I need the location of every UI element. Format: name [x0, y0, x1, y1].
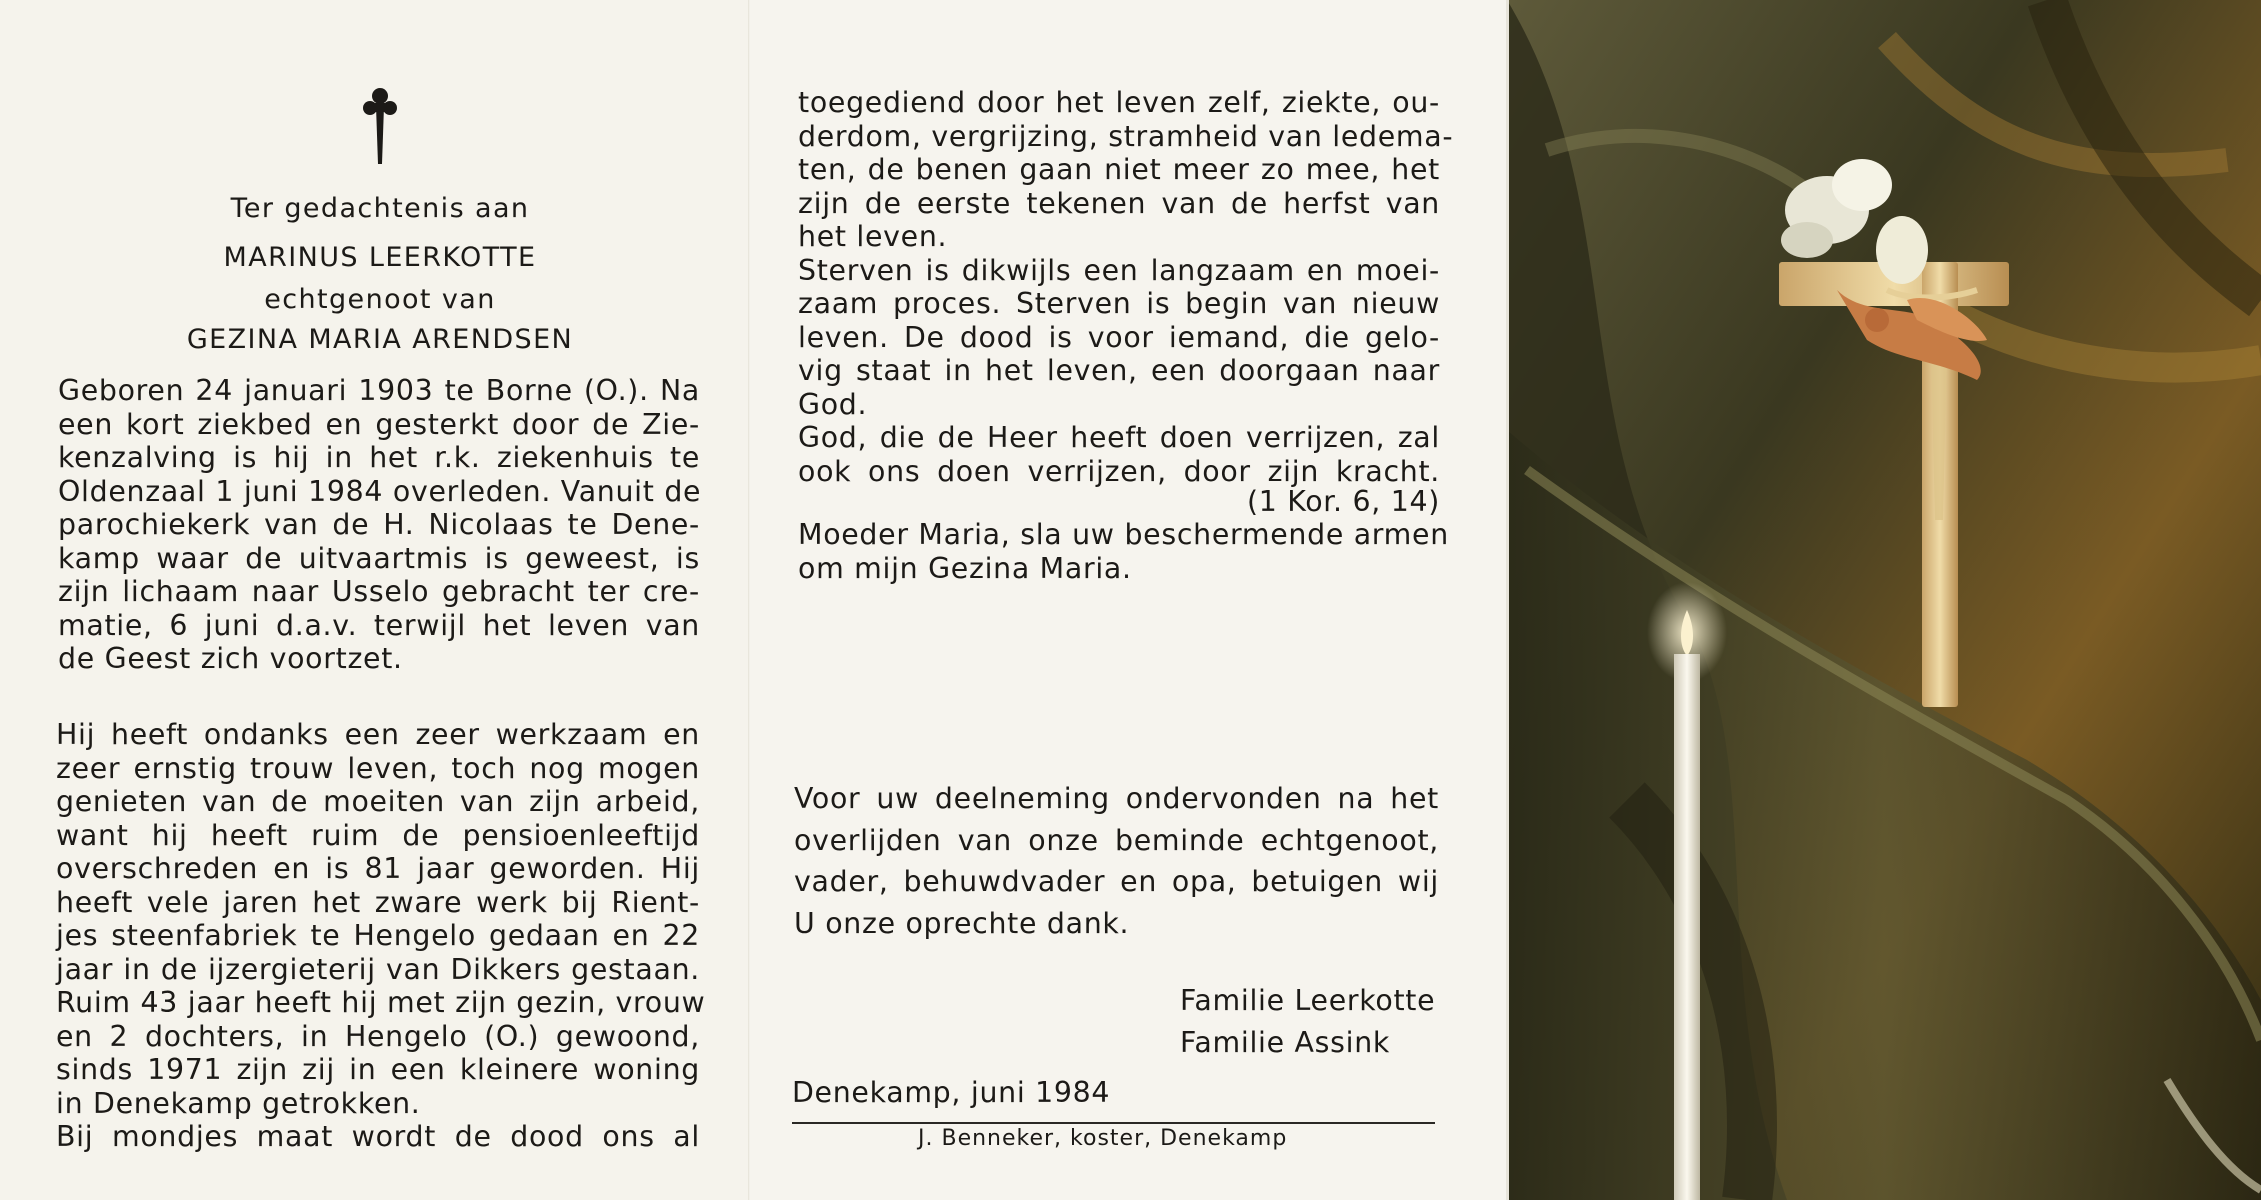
- text-line: Sterven is dikwijls een langzaam en moei-: [798, 253, 1440, 287]
- text-line: Ruim 43 jaar heeft hij met zijn gezin, vrouw: [56, 986, 706, 1019]
- cross-icon: [360, 86, 400, 166]
- text-line: zaam proces. Sterven is begin van nieuw: [798, 287, 1440, 320]
- text-line: vig staat in het leven, een doorgaan naar: [798, 354, 1440, 387]
- cross-candle-photo: [1507, 0, 2261, 1200]
- text-line: de Geest zich voortzet.: [58, 642, 403, 675]
- text-line: derdom, vergrijzing, stramheid van ledema-: [798, 119, 1454, 153]
- spouse-name: GEZINA MARIA ARENDSEN: [186, 324, 574, 355]
- text-line: heeft vele jaren het zware werk bij Rient-: [56, 885, 700, 919]
- family-leerkotte: Familie Leerkotte: [1180, 984, 1436, 1017]
- text-line: jaar in de ijzergieterij van Dikkers gestaan.: [56, 952, 700, 986]
- text-line: sinds 1971 zijn zij in een kleinere woning: [56, 1053, 700, 1086]
- text-line: vader, behuwdvader en opa, betuigen wij: [794, 865, 1439, 899]
- text-line: Voor uw deelneming ondervonden na het: [794, 782, 1439, 815]
- text-line: jes steenfabriek te Hengelo gedaan en 22: [56, 919, 700, 952]
- text-line: Geboren 24 januari 1903 te Borne (O.). Na: [58, 374, 700, 407]
- text-line: om mijn Gezina Maria.: [798, 551, 1132, 585]
- middle-page: [750, 0, 1507, 1200]
- text-line: leven. De dood is voor iemand, die gelo-: [798, 320, 1440, 354]
- text-line: Moeder Maria, sla uw beschermende armen: [798, 518, 1449, 551]
- text-line: Oldenzaal 1 juni 1984 overleden. Vanuit de: [58, 474, 702, 508]
- text-line: parochiekerk van de H. Nicolaas te Dene-: [58, 508, 700, 541]
- photo-panel: [1507, 0, 2261, 1200]
- prayer-paragraph: [798, 518, 1449, 585]
- text-line: Hij heeft ondanks een zeer werkzaam en: [56, 718, 700, 751]
- text-line: overschreden en is 81 jaar geworden. Hij: [56, 852, 700, 885]
- text-line: God, die de Heer heeft doen verrijzen, zal: [798, 421, 1440, 454]
- divider-line: [792, 1122, 1435, 1124]
- family-assink: Familie Assink: [1180, 1026, 1391, 1059]
- text-line: kamp waar de uitvaartmis is geweest, is: [58, 541, 700, 575]
- thanks-paragraph: [794, 778, 1439, 945]
- text-line: Bij mondjes maat wordt de dood ons al: [56, 1120, 700, 1153]
- text-line: zeer ernstig trouw leven, toch nog mogen: [56, 751, 700, 785]
- life-paragraph: [56, 718, 706, 1154]
- text-line: want hij heeft ruim de pensioenleeftijd: [56, 818, 700, 852]
- text-line: overlijden van onze beminde echtgenoot,: [794, 823, 1439, 857]
- text-line: kenzalving is hij in het r.k. ziekenhuis te: [58, 441, 700, 474]
- text-line: genieten van de moeiten van zijn arbeid,: [56, 785, 700, 818]
- text-line: zijn de eerste tekenen van de herfst van: [798, 186, 1440, 220]
- biography-paragraph: [58, 374, 700, 676]
- text-line: zijn lichaam naar Usselo gebracht ter cre-: [58, 575, 700, 608]
- text-line: U onze oprechte dank.: [794, 907, 1130, 941]
- text-line: matie, 6 juni d.a.v. terwijl het leven van: [58, 608, 700, 642]
- text-line: God.: [798, 387, 868, 421]
- text-line: ten, de benen gaan niet meer zo mee, het: [798, 153, 1440, 186]
- printer-credit: J. Benneker, koster, Denekamp: [918, 1126, 1288, 1151]
- memorial-intro: Ter gedachtenis aan: [230, 193, 530, 224]
- text-line: in Denekamp getrokken.: [56, 1086, 421, 1120]
- text-line: het leven.: [798, 220, 948, 253]
- text-line: en 2 dochters, in Hengelo (O.) gewoond,: [56, 1019, 700, 1053]
- text-line: een kort ziekbed en gesterkt door de Zie-: [58, 407, 700, 441]
- text-line: ook ons doen verrijzen, door zijn kracht.: [798, 454, 1440, 488]
- bible-citation: (1 Kor. 6, 14): [1247, 485, 1440, 518]
- photo-edge: [1506, 0, 1509, 1200]
- reflection-paragraph: [798, 86, 1454, 488]
- spouse-intro: echtgenoot van: [264, 284, 496, 315]
- deceased-name: MARINUS LEERKOTTE: [223, 242, 537, 273]
- left-page: [0, 0, 750, 1200]
- place-date: Denekamp, juni 1984: [792, 1076, 1111, 1109]
- text-line: toegediend door het leven zelf, ziekte, ou-: [798, 86, 1440, 119]
